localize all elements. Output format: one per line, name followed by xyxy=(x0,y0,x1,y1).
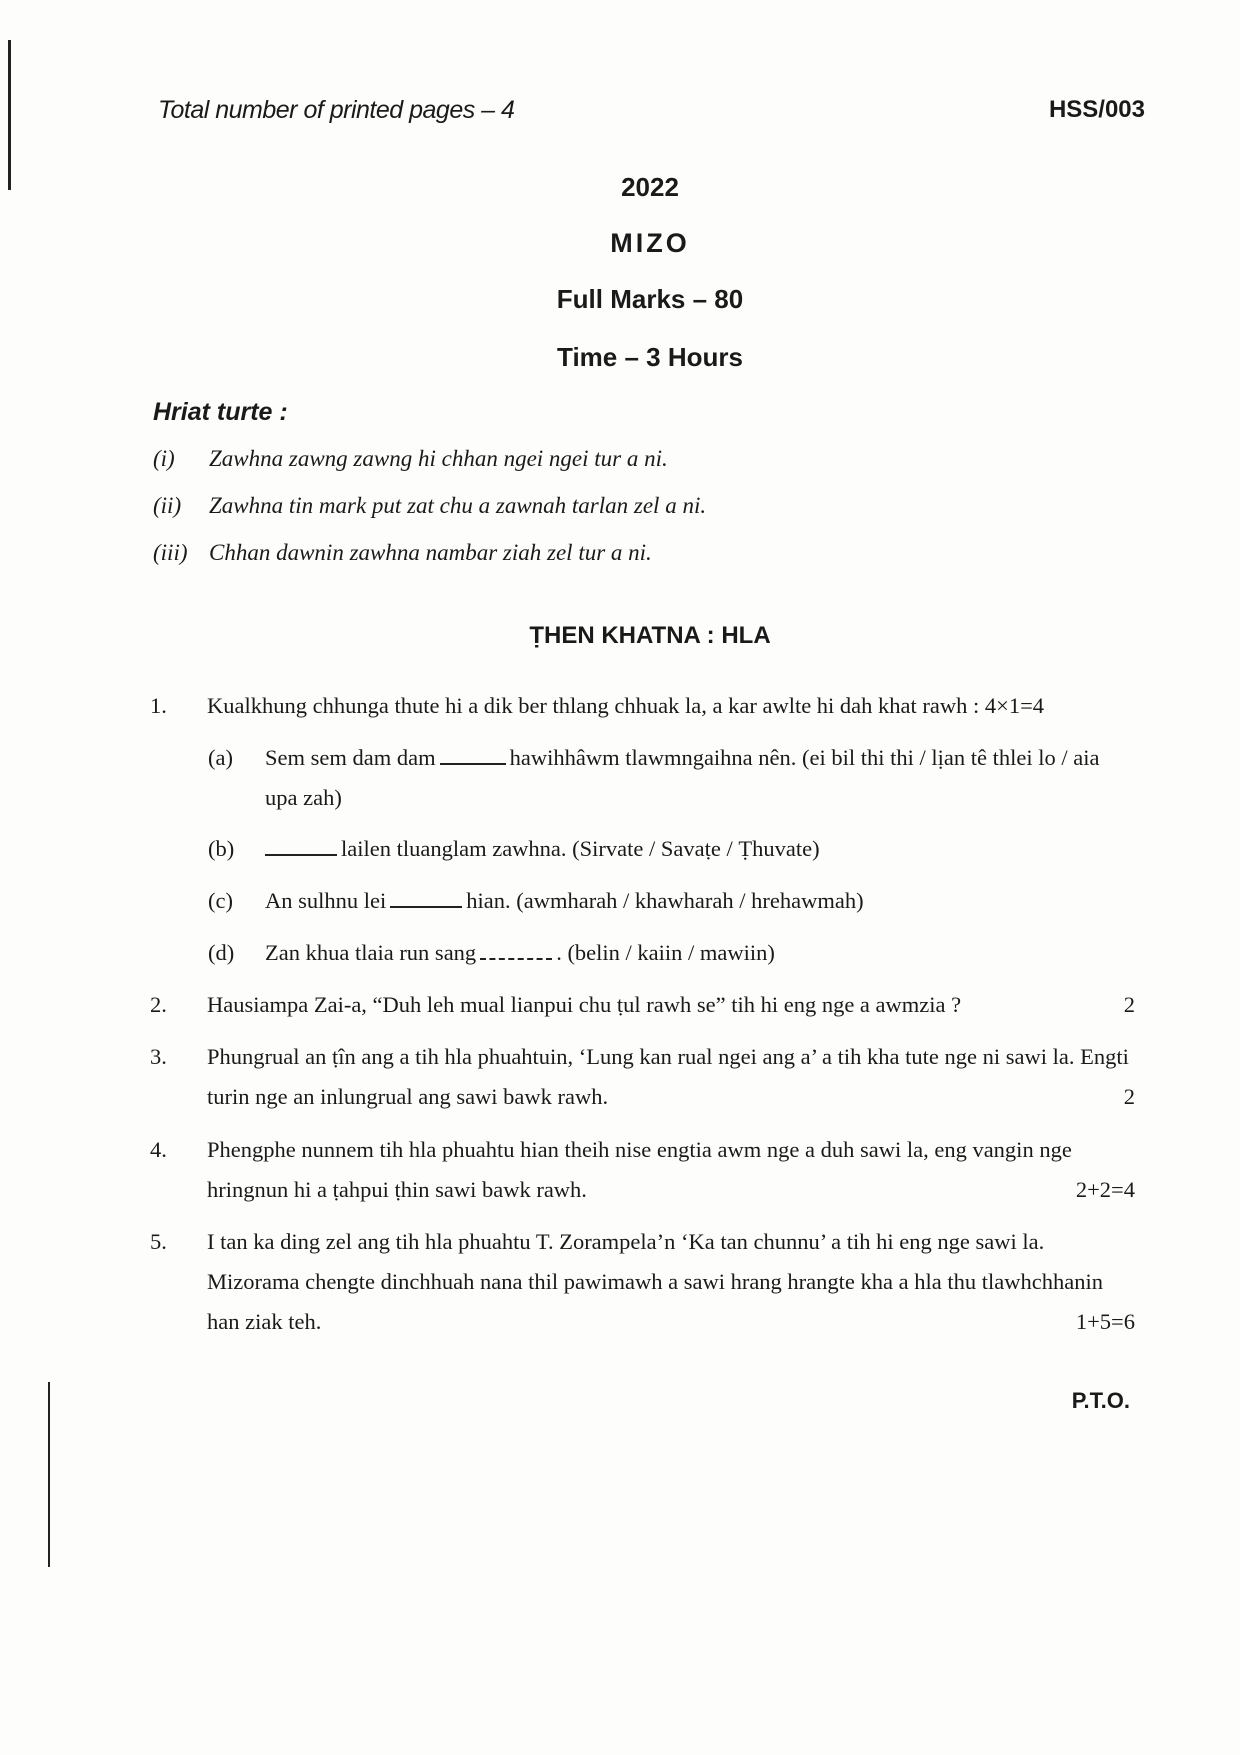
question-marks: 2 xyxy=(1123,1084,1135,1109)
sub-text-before: Sem sem dam dam xyxy=(265,745,436,770)
sub-text-after: hian. (awmharah / khawharah / hrehawmah) xyxy=(466,888,864,913)
fill-blank xyxy=(480,940,552,960)
question-number: 2. xyxy=(150,992,167,1017)
sub-text-before: Zan khua tlaia run sang xyxy=(265,940,477,965)
sub-text-before: An sulhnu lei xyxy=(265,888,387,913)
question-1c xyxy=(208,881,1135,921)
question-1b xyxy=(208,829,1135,869)
question-number: 1. xyxy=(150,693,167,718)
page-turn-note: P.T.O. xyxy=(1071,1388,1130,1413)
question-text: Kualkhung chhunga thute hi a dik ber thlang chhuak la, a kar awlte hi dah khat rawh : xyxy=(207,693,980,718)
subject-title: MIZO xyxy=(610,228,690,258)
question-number: 4. xyxy=(150,1137,167,1162)
sub-text-after: . (belin / kaiin / mawiin) xyxy=(556,940,775,965)
instruction-text: Zawhna tin mark put zat chu a zawnah tarlan zel a ni. xyxy=(209,493,707,518)
sub-label: (a) xyxy=(208,745,233,770)
question-3 xyxy=(150,1037,1135,1117)
question-text: Phengphe nunnem tih hla phuahtu hian theih nise engtia awm nge a duh sawi la, eng vangin nge hringnun hi a ṭahpui ṭhin sawi bawk rawh. xyxy=(207,1137,1072,1202)
question-marks: 2 xyxy=(1123,992,1135,1017)
time-allowed: Time – 3 Hours xyxy=(557,342,743,372)
instruction-item xyxy=(153,446,668,472)
instruction-number: (iii) xyxy=(153,540,188,565)
question-marks: 4×1=4 xyxy=(984,693,1045,718)
paper-code: HSS/003 xyxy=(1048,96,1145,123)
question-4 xyxy=(150,1130,1135,1210)
fill-blank xyxy=(390,888,462,908)
instruction-text: Chhan dawnin zawhna nambar ziah zel tur a ni. xyxy=(209,540,652,565)
instructions-heading: Hriat turte : xyxy=(153,398,288,426)
question-5 xyxy=(150,1222,1135,1342)
instruction-number: (ii) xyxy=(153,493,182,518)
question-1a xyxy=(208,738,1135,818)
exam-year: 2022 xyxy=(621,172,679,202)
sub-text-after: hawihhâwm tlawmngaihna nên. (ei bil thi thi / lịan tê thlei lo / aia upa zah) xyxy=(265,745,1100,810)
question-marks: 2+2=4 xyxy=(1075,1177,1135,1202)
question-text: Hausiampa Zai-a, “Duh leh mual lianpui chu ṭul rawh se” tih hi eng nge a awmzia ? xyxy=(207,992,962,1017)
instruction-number: (i) xyxy=(153,446,175,471)
fill-blank xyxy=(440,745,506,765)
sub-label: (b) xyxy=(208,836,235,861)
question-text: I tan ka ding zel ang tih hla phuahtu T. Zorampela’n ‘Ka tan chunnu’ a tih hi eng nge sawi la. Mizorama chengte dinchhuah nana thil pawimawh a sawi hrang hrangte kha a hla thu tlawhchhanin han ziak teh. xyxy=(207,1229,1103,1334)
scan-edge-mark xyxy=(8,40,11,190)
scan-margin-line xyxy=(48,1382,50,1567)
question-1 xyxy=(150,686,1135,726)
instruction-text: Zawhna zawng zawng hi chhan ngei ngei tur a ni. xyxy=(209,446,668,471)
sub-label: (c) xyxy=(208,888,233,913)
question-marks: 1+5=6 xyxy=(1075,1309,1135,1334)
question-2 xyxy=(150,985,1135,1025)
instruction-item xyxy=(153,493,706,519)
instruction-item xyxy=(153,540,652,566)
question-number: 5. xyxy=(150,1229,167,1254)
section-heading: ṬHEN KHATNA : HLA xyxy=(529,622,771,649)
question-1d xyxy=(208,933,1135,973)
sub-text-after: lailen tluanglam zawhna. (Sirvate / Savaṭe / Ṭhuvate) xyxy=(341,836,820,861)
sub-label: (d) xyxy=(208,940,235,965)
question-number: 3. xyxy=(150,1044,167,1069)
full-marks: Full Marks – 80 xyxy=(556,284,744,314)
page-count: Total number of printed pages – 4 xyxy=(158,96,515,124)
fill-blank xyxy=(265,836,337,856)
question-text: Phungrual an ṭîn ang a tih hla phuahtuin, ‘Lung kan rual ngei ang a’ a tih kha tute nge ni sawi la. Engti turin nge an inlungrual ang sawi bawk rawh. xyxy=(207,1044,1129,1109)
